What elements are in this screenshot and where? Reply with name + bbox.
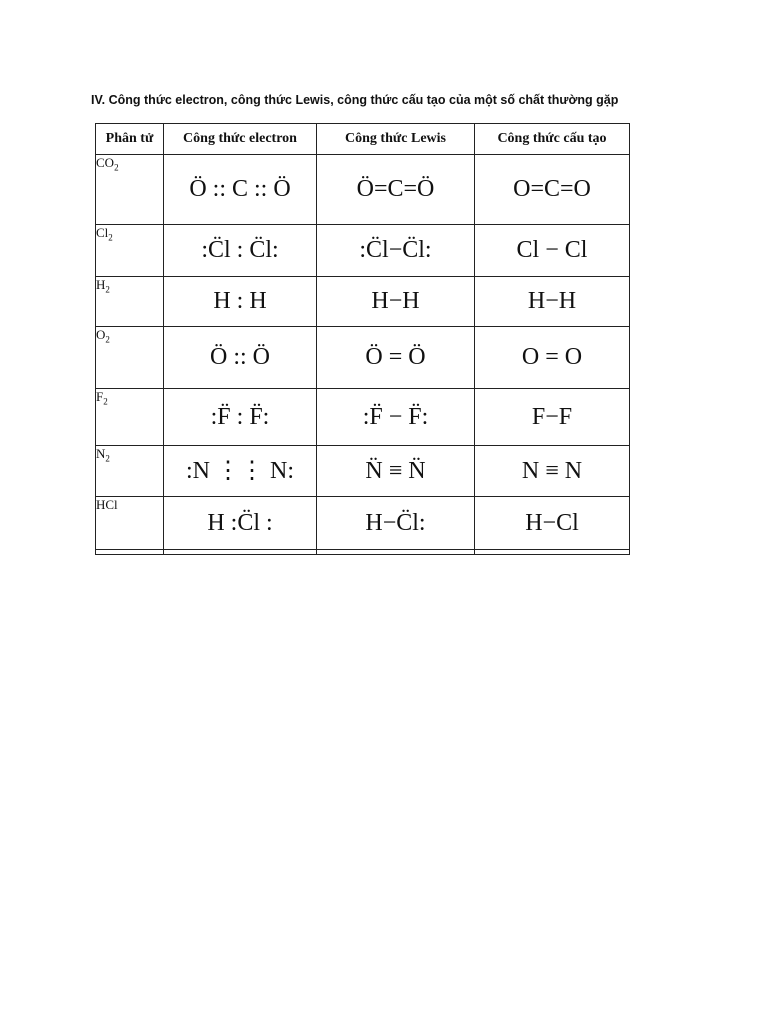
structural-formula-cell: O=C=O [475, 155, 630, 225]
table-row [96, 497, 630, 550]
structural-formula-cell: H−Cl [475, 497, 630, 550]
table-row [96, 389, 630, 446]
molecule-cell: $F_2$ [96, 389, 164, 446]
structural-formula-cell: O = O [475, 327, 630, 389]
molecule-cell: $O_2$ [96, 327, 164, 389]
header-structural-formula: Công thức cấu tạo [475, 124, 630, 155]
molecule-cell: $Cl_2$ [96, 225, 164, 277]
electron-formula-cell: :N ⋮⋮ N: [164, 446, 317, 497]
lewis-formula-cell: N̈ ≡ N̈ [317, 446, 475, 497]
lewis-formula-cell: Ö = Ö [317, 327, 475, 389]
formula-table [95, 123, 630, 555]
table-row [96, 446, 630, 497]
electron-formula-cell: Ö :: C :: Ö [164, 155, 317, 225]
molecule-cell: HCl [96, 497, 164, 550]
molecule-cell: $CO_2$ [96, 155, 164, 225]
electron-formula-cell: :F̈ : F̈: [164, 389, 317, 446]
structural-formula-cell: Cl − Cl [475, 225, 630, 277]
table-tail [96, 550, 630, 555]
molecule-cell: $N_2$ [96, 446, 164, 497]
lewis-formula-cell: :C̈l−C̈l: [317, 225, 475, 277]
lewis-formula-cell: :F̈ − F̈: [317, 389, 475, 446]
table-row [96, 277, 630, 327]
table-row [96, 155, 630, 225]
header-molecule: Phân tử [96, 124, 164, 155]
header-electron-formula: Công thức electron [164, 124, 317, 155]
electron-formula-cell: Ö :: Ö [164, 327, 317, 389]
lewis-formula-cell: H−C̈l: [317, 497, 475, 550]
electron-formula-cell: H : H [164, 277, 317, 327]
electron-formula-cell: H :C̈l : [164, 497, 317, 550]
table-row [96, 225, 630, 277]
table-row [96, 327, 630, 389]
molecule-cell: $H_2$ [96, 277, 164, 327]
lewis-formula-cell: H−H [317, 277, 475, 327]
lewis-formula-cell: Ö=C=Ö [317, 155, 475, 225]
structural-formula-cell: F−F [475, 389, 630, 446]
structural-formula-cell: N ≡ N [475, 446, 630, 497]
structural-formula-cell: H−H [475, 277, 630, 327]
electron-formula-cell: :C̈l : C̈l: [164, 225, 317, 277]
header-lewis-formula: Công thức Lewis [317, 124, 475, 155]
table-header-row [96, 124, 630, 155]
section-heading: IV. Công thức electron, công thức Lewis, công thức cấu tạo của một số chất thường gặp [91, 93, 619, 107]
